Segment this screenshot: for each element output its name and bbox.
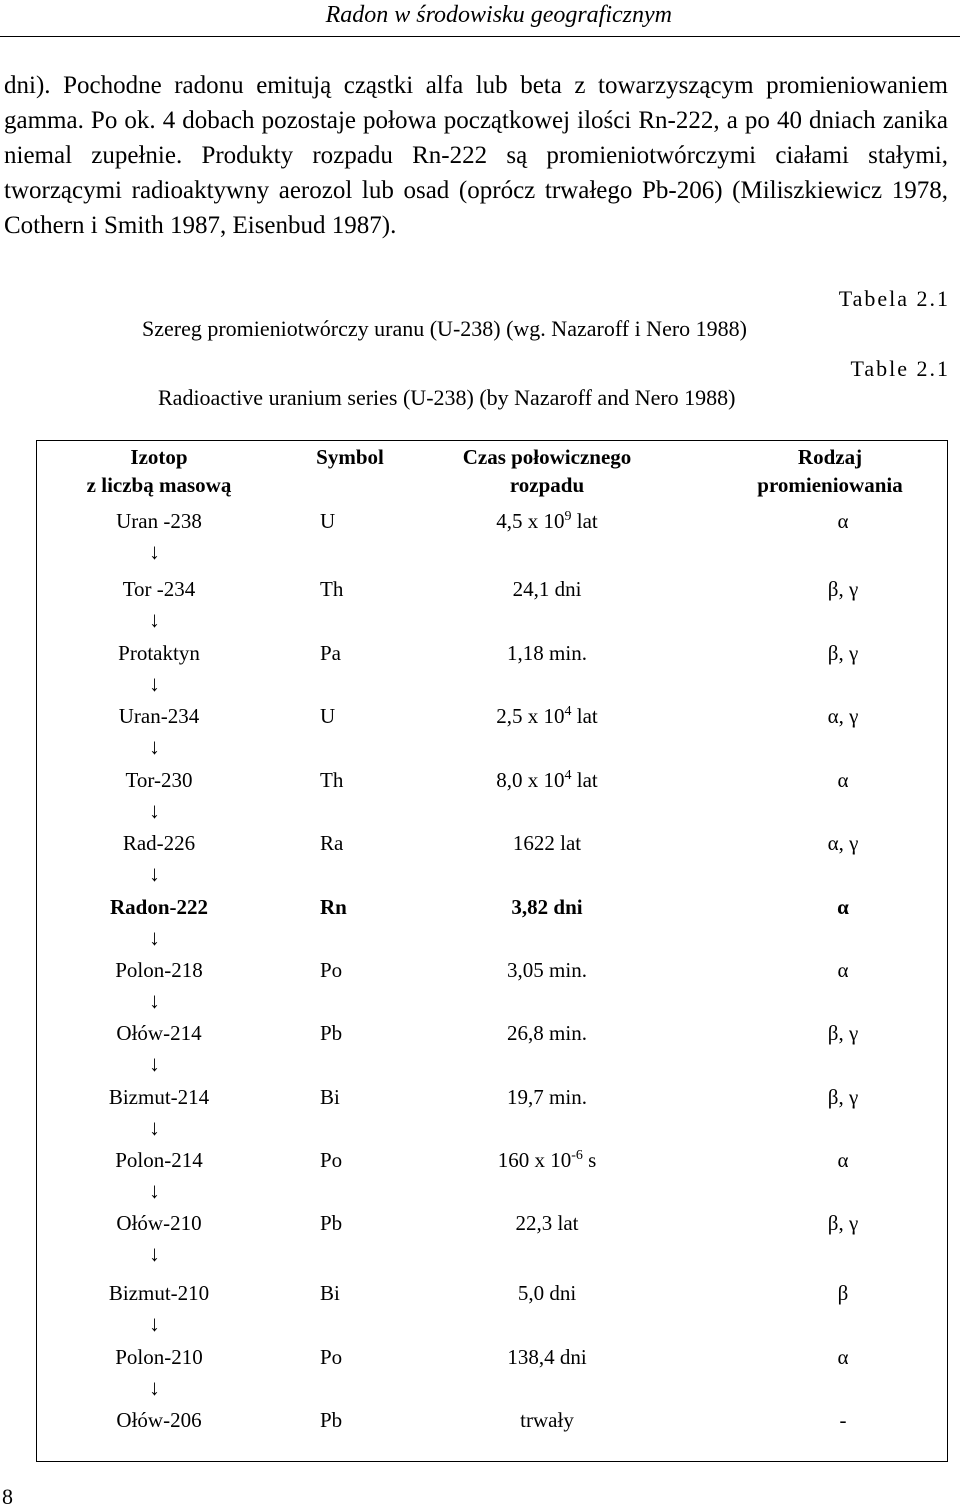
- half-life-value: 22,3 lat: [515, 1211, 579, 1235]
- decay-arrow-icon: ↓: [149, 1311, 160, 1336]
- isotope-name: Polon-214: [115, 1148, 203, 1172]
- radiation-type: α, γ: [827, 831, 859, 855]
- decay-arrow-icon: ↓: [149, 861, 160, 886]
- table-label-en: Table 2.1: [850, 356, 950, 381]
- isotope-name: Polon-218: [115, 958, 203, 982]
- isotope-symbol: U: [320, 509, 336, 533]
- half-life: [417, 509, 677, 534]
- half-life: [417, 641, 677, 666]
- radiation-type: β, γ: [827, 577, 859, 601]
- radiation-type: α: [837, 958, 849, 982]
- isotope-name: Bizmut-210: [108, 1281, 210, 1305]
- isotope-name: Ołów-214: [116, 1021, 202, 1045]
- isotope-name: Rad-226: [122, 831, 196, 855]
- half-life: [417, 1085, 677, 1110]
- isotope-name: Polon-210: [115, 1345, 203, 1369]
- half-life-value: 138,4 dni: [507, 1345, 587, 1369]
- isotope-symbol: Po: [320, 958, 343, 982]
- half-life-value: 8,0 x 10: [496, 768, 565, 792]
- half-life-unit: s: [582, 1148, 597, 1172]
- half-life-value: 160 x 10: [497, 1148, 572, 1172]
- isotope-symbol: Pb: [320, 1211, 343, 1235]
- isotope-name: Bizmut-214: [108, 1085, 210, 1109]
- isotope-symbol: Po: [320, 1148, 343, 1172]
- isotope-symbol: Pb: [320, 1408, 343, 1432]
- table-row: [37, 1081, 947, 1121]
- decay-arrow-icon: ↓: [149, 925, 160, 950]
- table-caption-pl: Szereg promieniotwórczy uranu (U-238) (wg. Nazaroff i Nero 1988): [142, 316, 747, 341]
- half-life: [417, 704, 677, 729]
- half-life-value: 24,1 dni: [512, 577, 582, 601]
- table-row: [37, 573, 947, 613]
- decay-arrow-icon: ↓: [149, 1178, 160, 1203]
- half-life-value: trwały: [520, 1408, 574, 1432]
- isotope-symbol: Rn: [320, 895, 347, 919]
- table-row: [37, 1144, 947, 1184]
- isotope-symbol: Bi: [320, 1281, 340, 1305]
- radiation-type: -: [839, 1408, 847, 1432]
- decay-arrow-icon: ↓: [149, 734, 160, 759]
- isotope-name: Radon-222: [109, 895, 209, 919]
- table-row: [37, 1404, 947, 1444]
- isotope-name: Ołów-210: [116, 1211, 202, 1235]
- table-row: [37, 954, 947, 994]
- half-life-exponent: -6: [571, 1148, 583, 1163]
- decay-arrow-icon: ↓: [149, 798, 160, 823]
- table-row: [37, 505, 947, 545]
- table-row: [37, 1207, 947, 1247]
- table-label-pl: Tabela 2.1: [838, 286, 950, 311]
- decay-arrow-icon: ↓: [149, 1051, 160, 1076]
- isotope-symbol: Po: [320, 1345, 343, 1369]
- half-life-exponent: 4: [564, 704, 572, 719]
- body-paragraph: dni). Pochodne radonu emitują cząstki alfa lub beta z towarzyszącym promieniowaniem gamma. Po ok. 4 dobach pozostaje połowa początkowej ilości Rn-222, a po 40 dniach zanika niemal zupełnie. Produkty rozpadu Rn-222 są promieniotwórczymi ciałami stałymi, tworzącymi radioaktywny aerozol lub osad (oprócz trwałego Pb-206) (Miliszkiewicz 1978, Cothern i Smith 1987, Eisenbud 1987).: [4, 72, 948, 239]
- half-life-value: 2,5 x 10: [496, 704, 565, 728]
- decay-arrow-icon: ↓: [149, 539, 160, 564]
- half-life-unit: lat: [571, 509, 598, 533]
- half-life-unit: lat: [571, 704, 598, 728]
- radiation-type: α: [837, 895, 849, 919]
- isotope-name: Ołów-206: [116, 1408, 202, 1432]
- page-number: 8: [2, 1484, 13, 1509]
- isotope-name: Protaktyn: [118, 641, 200, 665]
- half-life-value: 19,7 min.: [507, 1085, 587, 1109]
- half-life: [417, 958, 677, 983]
- radiation-type: β: [837, 1281, 849, 1305]
- radiation-type: β, γ: [827, 1021, 859, 1045]
- half-life-value: 1,18 min.: [507, 641, 587, 665]
- isotope-symbol: Pa: [320, 641, 341, 665]
- isotope-symbol: Ra: [320, 831, 344, 855]
- half-life-value: 5,0 dni: [517, 1281, 577, 1305]
- half-life-exponent: 9: [564, 509, 572, 524]
- half-life: [417, 768, 677, 793]
- isotope-symbol: Th: [320, 768, 344, 792]
- radiation-type: α: [837, 1345, 849, 1369]
- isotope-name: Tor -234: [122, 577, 196, 601]
- table-row: [37, 827, 947, 867]
- table-row: [37, 637, 947, 677]
- half-life-value: 1622 lat: [512, 831, 582, 855]
- radiation-type: α, γ: [827, 704, 859, 728]
- half-life: [417, 1281, 677, 1306]
- decay-arrow-icon: ↓: [149, 1375, 160, 1400]
- half-life: [417, 577, 677, 602]
- decay-series-table: [36, 440, 948, 1462]
- header-radiation: Rodzaj promieniowania: [757, 445, 903, 497]
- decay-arrow-icon: ↓: [149, 1115, 160, 1140]
- running-head-title: Radon w środowisku geograficznym: [325, 2, 672, 28]
- isotope-symbol: Pb: [320, 1021, 343, 1045]
- half-life: [417, 895, 677, 920]
- half-life-value: 4,5 x 10: [496, 509, 565, 533]
- header-symbol: Symbol: [316, 445, 384, 469]
- half-life: [417, 1408, 677, 1433]
- radiation-type: α: [837, 1148, 849, 1172]
- isotope-symbol: U: [320, 704, 336, 728]
- radiation-type: α: [837, 768, 849, 792]
- table-row: [37, 891, 947, 931]
- half-life: [417, 831, 677, 856]
- isotope-symbol: Bi: [320, 1085, 340, 1109]
- isotope-symbol: Th: [320, 577, 344, 601]
- radiation-type: β, γ: [827, 1085, 859, 1109]
- radiation-type: β, γ: [827, 1211, 859, 1235]
- decay-arrow-icon: ↓: [149, 671, 160, 696]
- table-caption-en: Radioactive uranium series (U-238) (by Nazaroff and Nero 1988): [158, 385, 736, 410]
- half-life-value: 3,05 min.: [507, 958, 587, 982]
- half-life-exponent: 4: [564, 768, 572, 783]
- decay-arrow-icon: ↓: [149, 1241, 160, 1266]
- half-life: [417, 1345, 677, 1370]
- half-life-unit: lat: [571, 768, 598, 792]
- header-halflife: Czas połowicznego rozpadu: [462, 445, 632, 497]
- isotope-name: Tor-230: [125, 768, 193, 792]
- radiation-type: β, γ: [827, 641, 859, 665]
- decay-arrow-icon: ↓: [149, 988, 160, 1013]
- isotope-name: Uran-234: [118, 704, 200, 728]
- half-life: [417, 1211, 677, 1236]
- decay-arrow-icon: ↓: [149, 607, 160, 632]
- half-life: [417, 1148, 677, 1173]
- isotope-name: Uran -238: [116, 509, 202, 533]
- half-life-value: 3,82 dni: [511, 895, 583, 919]
- table-row: [37, 764, 947, 804]
- table-row: [37, 1277, 947, 1317]
- header-isotope: Izotop z liczbą masową: [86, 445, 232, 497]
- radiation-type: α: [837, 509, 849, 533]
- half-life: [417, 1021, 677, 1046]
- half-life-value: 26,8 min.: [507, 1021, 587, 1045]
- table-row: [37, 700, 947, 740]
- table-row: [37, 1341, 947, 1381]
- running-head: [0, 0, 960, 37]
- table-row: [37, 1017, 947, 1057]
